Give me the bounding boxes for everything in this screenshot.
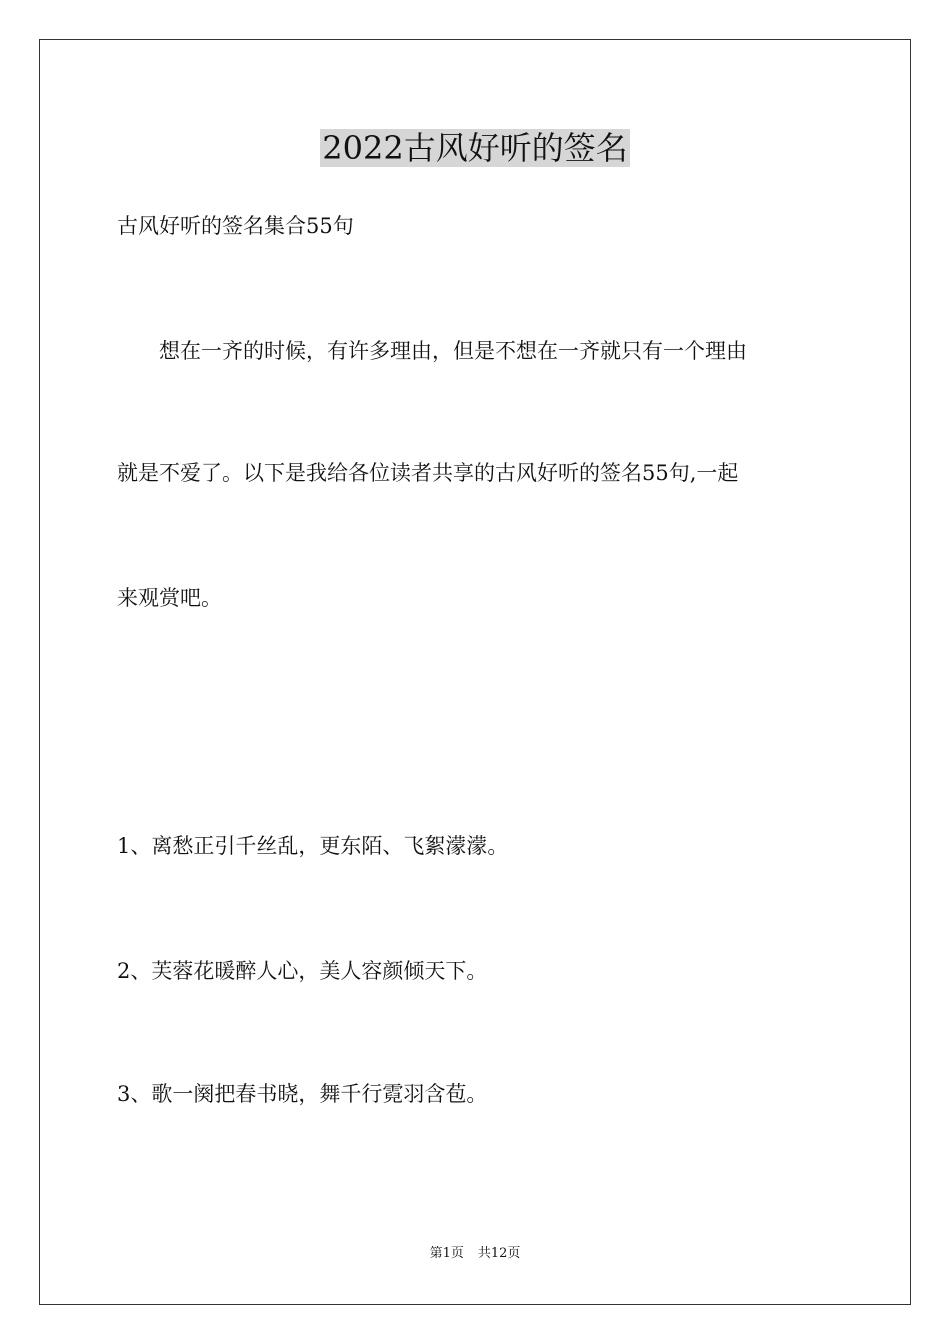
- document-title: [0, 126, 950, 170]
- page-total: 共12页: [477, 1246, 521, 1261]
- list-item-1: 1、离愁正引千丝乱，更东陌、飞絮濛濛。: [117, 834, 509, 858]
- list-item-2: 2、芙蓉花暖醉人心，美人容颜倾天下。: [117, 959, 488, 983]
- intro-line-3: 来观赏吧。: [117, 586, 222, 610]
- document-title-text: 2022古风好听的签名: [322, 129, 628, 167]
- page-footer: [0, 1245, 950, 1263]
- document-subtitle: 古风好听的签名集合55句: [117, 214, 354, 238]
- intro-line-1: 想在一齐的时候，有许多理由，但是不想在一齐就只有一个理由: [117, 339, 747, 363]
- list-item-3: 3、歌一阕把春书晓，舞千行霓羽含苞。: [117, 1082, 488, 1106]
- intro-line-2: 就是不爱了。以下是我给各位读者共享的古风好听的签名55句,一起: [117, 461, 739, 485]
- page-number: 第1页: [429, 1246, 464, 1261]
